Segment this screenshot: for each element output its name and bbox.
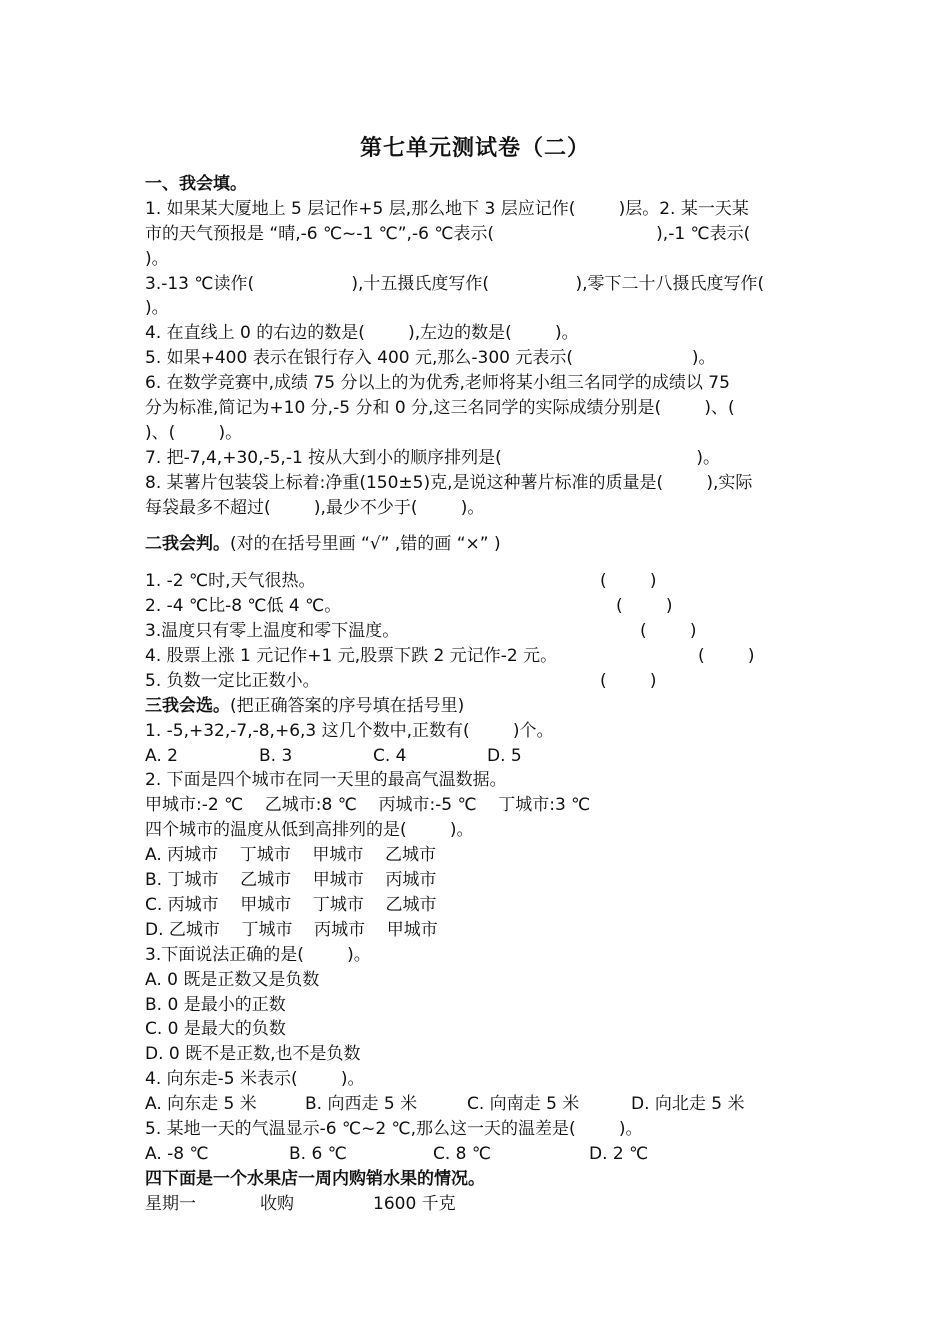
s1-line: 每袋最多不超过( ),最少不少于( )。 <box>145 497 485 518</box>
option[interactable]: B. 3 <box>259 745 293 766</box>
answer-bracket[interactable]: ( ) <box>616 596 673 617</box>
option[interactable]: A. 2 <box>145 745 178 766</box>
option[interactable]: A. -8 ℃ <box>145 1143 209 1164</box>
judge-text: 5. 负数一定比正数小。 <box>145 670 320 691</box>
option[interactable]: C. 8 ℃ <box>433 1143 491 1164</box>
s1-line: 分为标准,简记为+10 分,-5 分和 0 分,这三名同学的实际成绩分别是( )、( <box>145 398 735 419</box>
option[interactable]: D. 向北走 5 米 <box>631 1094 745 1115</box>
table-row <box>145 1192 813 1217</box>
cell-day: 星期一 <box>145 1193 196 1214</box>
cell-action: 收购 <box>260 1193 294 1214</box>
judge-text: 1. -2 ℃时,天气很热。 <box>145 571 316 592</box>
cell-amount: 1600 千克 <box>373 1193 456 1214</box>
option[interactable]: B. 0 是最小的正数 <box>145 994 286 1015</box>
answer-bracket[interactable]: ( ) <box>600 670 657 691</box>
judge-item <box>145 594 813 619</box>
options-row <box>145 1092 813 1117</box>
judge-item <box>145 569 813 594</box>
question-stem: 3.下面说法正确的是( )。 <box>145 944 371 965</box>
options-row <box>145 744 813 769</box>
option[interactable]: B. 6 ℃ <box>289 1143 347 1164</box>
section-3-note: (把正确答案的序号填在括号里) <box>230 695 465 716</box>
s1-line: 3.-13 ℃读作( ),十五摄氏度写作( ),零下二十八摄氏度写作( <box>145 273 765 294</box>
s1-line: )。 <box>145 248 169 269</box>
section-1-heading: 一、我会填。 <box>145 174 247 194</box>
question-stem: 2. 下面是四个城市在同一天里的最高气温数据。 <box>145 770 507 791</box>
options-row <box>145 1142 813 1167</box>
answer-bracket[interactable]: ( ) <box>640 621 697 642</box>
judge-text: 2. -4 ℃比-8 ℃低 4 ℃。 <box>145 596 342 617</box>
option[interactable]: B. 丁城市 乙城市 甲城市 丙城市 <box>145 870 437 891</box>
judge-item <box>145 669 813 694</box>
judge-item <box>145 619 813 644</box>
section-4-heading: 四下面是一个水果店一周内购销水果的情况。 <box>145 1168 485 1189</box>
judge-item <box>145 644 813 669</box>
option[interactable]: C. 4 <box>373 745 407 766</box>
question-stem: 4. 向东走-5 米表示( )。 <box>145 1069 365 1090</box>
option[interactable]: D. 5 <box>487 745 522 766</box>
option[interactable]: C. 丙城市 甲城市 丁城市 乙城市 <box>145 894 437 915</box>
option[interactable]: A. 向东走 5 米 <box>145 1094 257 1115</box>
option[interactable]: D. 0 既不是正数,也不是负数 <box>145 1044 361 1065</box>
s1-line: 6. 在数学竞赛中,成绩 75 分以上的为优秀,老师将某小组三名同学的成绩以 75 <box>145 373 730 394</box>
option[interactable]: C. 向南走 5 米 <box>467 1094 580 1115</box>
s1-line: 8. 某薯片包装袋上标着:净重(150±5)克,是说这种薯片标准的质量是( ),实际 <box>145 472 753 493</box>
s1-line: 7. 把-7,4,+30,-5,-1 按从大到小的顺序排列是( )。 <box>145 447 720 468</box>
section-2-note: (对的在括号里画 “√” ,错的画 “×” ) <box>230 534 501 555</box>
option[interactable]: D. 2 ℃ <box>589 1143 649 1164</box>
question-data: 甲城市:-2 ℃ 乙城市:8 ℃ 丙城市:-5 ℃ 丁城市:3 ℃ <box>145 795 591 816</box>
question-ask: 四个城市的温度从低到高排列的是( )。 <box>145 820 474 841</box>
s1-line: 1. 如果某大厦地上 5 层记作+5 层,那么地下 3 层应记作( )层。2. 某一天某 <box>145 198 749 219</box>
option[interactable]: C. 0 是最大的负数 <box>145 1019 286 1040</box>
answer-bracket[interactable]: ( ) <box>600 571 657 592</box>
section-3-heading-row <box>145 694 813 719</box>
question-stem: 1. -5,+32,-7,-8,+6,3 这几个数中,正数有( )个。 <box>145 720 554 741</box>
page-title: 第七单元测试卷（二） <box>359 135 590 161</box>
exam-content <box>145 172 813 1217</box>
section-3-heading: 三我会选。 <box>145 695 230 716</box>
judge-text: 3.温度只有零上温度和零下温度。 <box>145 621 400 642</box>
judge-text: 4. 股票上涨 1 元记作+1 元,股票下跌 2 元记作-2 元。 <box>145 646 558 667</box>
answer-bracket[interactable]: ( ) <box>698 646 755 667</box>
option[interactable]: B. 向西走 5 米 <box>305 1094 418 1115</box>
option[interactable]: D. 乙城市 丁城市 丙城市 甲城市 <box>145 919 438 940</box>
option[interactable]: A. 0 既是正数又是负数 <box>145 969 320 990</box>
s1-line: 5. 如果+400 表示在银行存入 400 元,那么-300 元表示( )。 <box>145 348 716 369</box>
option[interactable]: A. 丙城市 丁城市 甲城市 乙城市 <box>145 845 436 866</box>
s1-line: )。 <box>145 298 169 319</box>
s1-line: )、( )。 <box>145 422 243 443</box>
section-2-heading: 二我会判。 <box>145 534 230 555</box>
question-stem: 5. 某地一天的气温显示-6 ℃~2 ℃,那么这一天的温差是( )。 <box>145 1118 643 1139</box>
s1-line: 市的天气预报是 “晴,-6 ℃~-1 ℃”,-6 ℃表示( ),-1 ℃表示( <box>145 223 751 244</box>
section-2-heading-row <box>145 532 813 557</box>
s1-line: 4. 在直线上 0 的右边的数是( ),左边的数是( )。 <box>145 323 579 344</box>
